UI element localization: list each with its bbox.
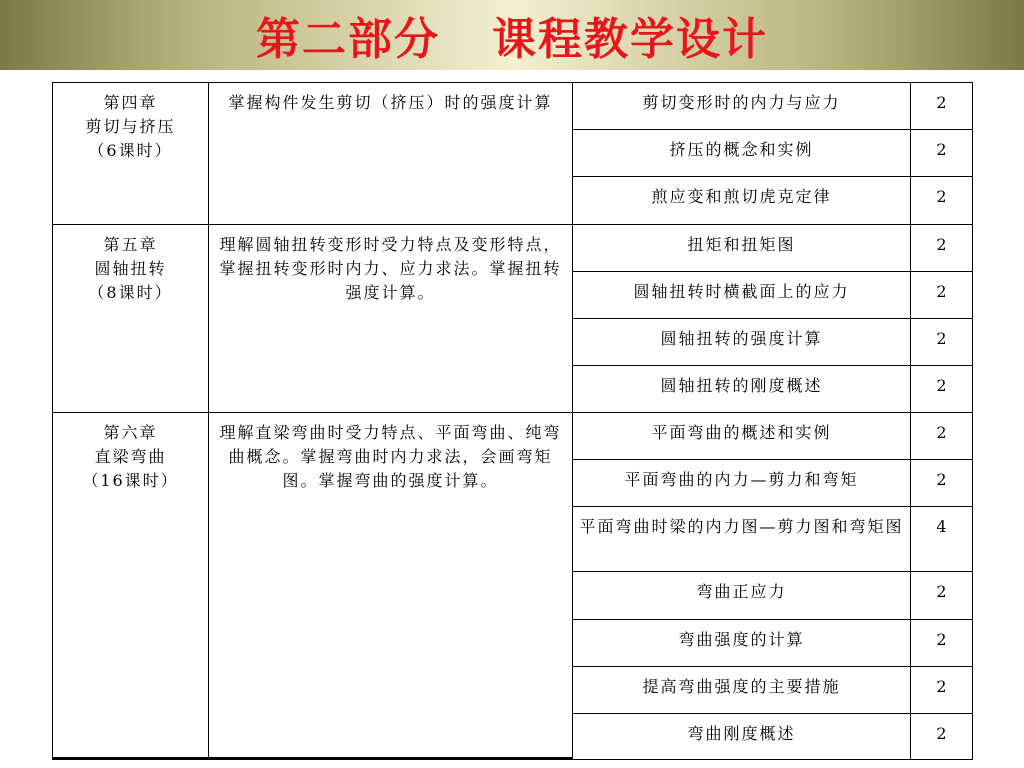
topic-cell: 弯曲强度的计算 [573, 620, 911, 667]
chapter-name: 直梁弯曲 [94, 447, 167, 466]
topic-row [573, 507, 973, 572]
topic-cell: 平面弯曲的概述和实例 [573, 413, 911, 460]
topic-row [573, 272, 973, 319]
chapter-name: 圆轴扭转 [94, 259, 167, 278]
topic-hours: 2 [911, 413, 973, 460]
chapter-number: 第五章 [103, 235, 158, 254]
chapter-objective: 理解直梁弯曲时受力特点、平面弯曲、纯弯曲概念。掌握弯曲时内力求法，会画弯矩图。掌握弯曲的强度计算。 [209, 413, 573, 759]
topic-hours: 2 [911, 83, 973, 130]
topic-row [573, 130, 973, 177]
topic-row [573, 225, 973, 272]
topic-row [573, 177, 973, 225]
chapter-row [53, 413, 573, 759]
chapter-cell [53, 83, 209, 225]
topic-hours: 2 [911, 319, 973, 366]
title-bar [0, 0, 1024, 70]
topic-row [573, 83, 973, 130]
topic-hours: 2 [911, 714, 973, 760]
topic-cell: 弯曲刚度概述 [573, 714, 911, 760]
topic-row [573, 319, 973, 366]
topic-hours: 2 [911, 460, 973, 507]
chapter-hours: （6课时） [88, 141, 173, 160]
topic-row [573, 366, 973, 413]
chapter-objectives-table [52, 82, 573, 760]
topic-row [573, 714, 973, 760]
topics-table [572, 82, 973, 760]
chapter-number: 第四章 [103, 93, 158, 112]
topic-cell: 挤压的概念和实例 [573, 130, 911, 177]
topic-cell: 弯曲正应力 [573, 572, 911, 620]
topic-cell: 煎应变和煎切虎克定律 [573, 177, 911, 225]
topic-row [573, 460, 973, 507]
topic-hours: 4 [911, 507, 973, 572]
topic-row [573, 572, 973, 620]
topic-hours: 2 [911, 130, 973, 177]
topic-row [573, 667, 973, 714]
topic-hours: 2 [911, 272, 973, 319]
chapter-row [53, 83, 573, 225]
topic-hours: 2 [911, 620, 973, 667]
topic-cell: 圆轴扭转时横截面上的应力 [573, 272, 911, 319]
topic-hours: 2 [911, 366, 973, 413]
topic-cell: 圆轴扭转的刚度概述 [573, 366, 911, 413]
topic-hours: 2 [911, 225, 973, 272]
chapter-number: 第六章 [103, 423, 158, 442]
chapter-objective: 理解圆轴扭转变形时受力特点及变形特点，掌握扭转变形时内力、应力求法。掌握扭转强度计算。 [209, 225, 573, 413]
topic-hours: 2 [911, 667, 973, 714]
chapter-name: 剪切与挤压 [85, 117, 176, 136]
chapter-hours: （8课时） [88, 283, 173, 302]
topic-row [573, 620, 973, 667]
topic-cell: 圆轴扭转的强度计算 [573, 319, 911, 366]
topic-cell: 提高弯曲强度的主要措施 [573, 667, 911, 714]
topic-hours: 2 [911, 177, 973, 225]
topic-cell: 平面弯曲的内力—剪力和弯矩 [573, 460, 911, 507]
slide-title: 第二部分 课程教学设计 [256, 14, 768, 65]
chapter-cell [53, 225, 209, 413]
chapter-cell [53, 413, 209, 759]
topic-cell: 剪切变形时的内力与应力 [573, 83, 911, 130]
topic-cell: 扭矩和扭矩图 [573, 225, 911, 272]
topic-row [573, 413, 973, 460]
topic-cell: 平面弯曲时梁的内力图—剪力图和弯矩图 [573, 507, 911, 572]
chapter-hours: （16课时） [82, 471, 179, 490]
chapter-row [53, 225, 573, 413]
topic-hours: 2 [911, 572, 973, 620]
chapter-objective: 掌握构件发生剪切（挤压）时的强度计算 [209, 83, 573, 225]
